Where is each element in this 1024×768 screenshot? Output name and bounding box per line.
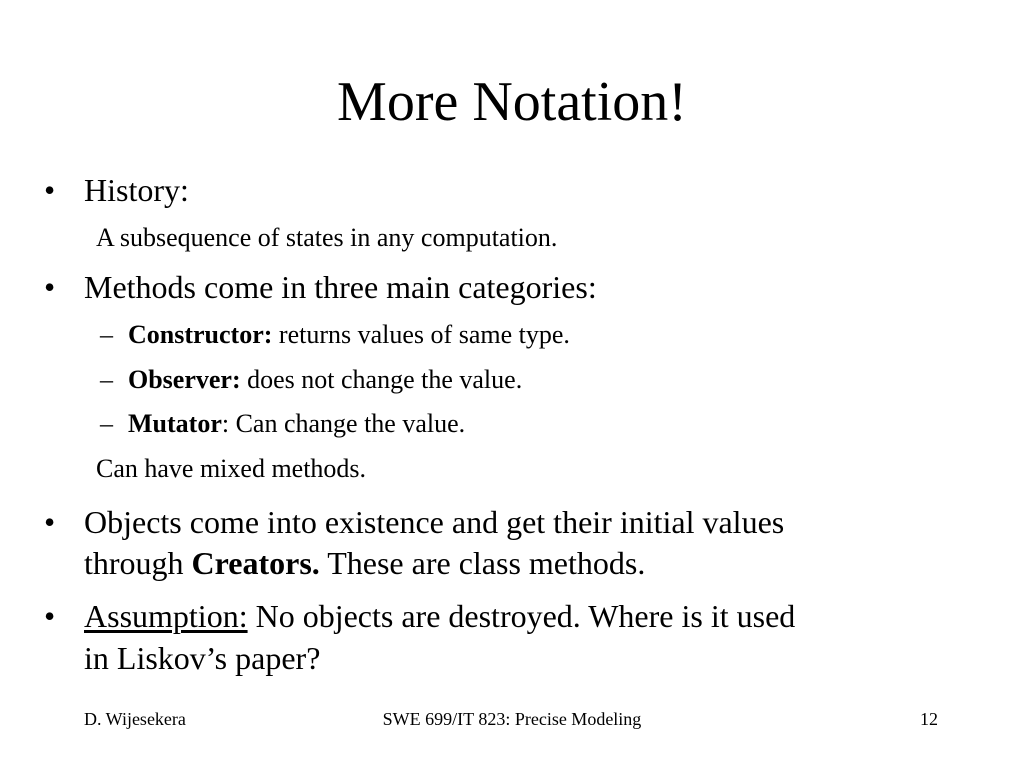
assumption-line-1 [84, 596, 795, 636]
objects-line-2-before: through [84, 545, 192, 581]
dash-glyph: – [100, 320, 113, 349]
observer-line [128, 364, 522, 396]
observer-term: Observer: [128, 365, 241, 394]
constructor-term: Constructor: [128, 320, 273, 349]
creators-term: Creators. [191, 545, 320, 581]
mutator-line [128, 408, 465, 440]
mixed-methods-note: Can have mixed methods. [96, 454, 367, 483]
objects-line-2 [84, 543, 645, 583]
history-definition: A subsequence of states in any computation. [96, 223, 558, 252]
history-label: History: [84, 172, 189, 208]
objects-line-2-after: These are class methods. [319, 545, 646, 581]
constructor-text: returns values of same type. [272, 320, 570, 349]
mutator-term: Mutator [128, 409, 222, 438]
assumption-line-2: in Liskov’s paper? [84, 640, 321, 676]
objects-line-1: Objects come into existence and get their initial values [84, 504, 785, 540]
bullet-glyph: • [44, 598, 56, 634]
bullet-glyph: • [44, 172, 56, 208]
slide-title: More Notation! [337, 71, 687, 133]
observer-text: does not change the value. [240, 365, 523, 394]
footer-course: SWE 699/IT 823: Precise Modeling [382, 709, 642, 729]
methods-text: Methods come in three main categories: [84, 269, 597, 305]
assumption-label: Assumption: [84, 598, 248, 634]
constructor-line [128, 319, 570, 351]
assumption-text: No objects are destroyed. Where is it used [247, 598, 796, 634]
dash-glyph: – [100, 409, 113, 438]
bullet-glyph: • [44, 269, 56, 305]
mutator-text: : Can change the value. [221, 409, 466, 438]
footer-author: D. Wijesekera [84, 709, 186, 729]
dash-glyph: – [100, 365, 113, 394]
footer-page-number: 12 [920, 709, 938, 729]
bullet-glyph: • [44, 504, 56, 540]
